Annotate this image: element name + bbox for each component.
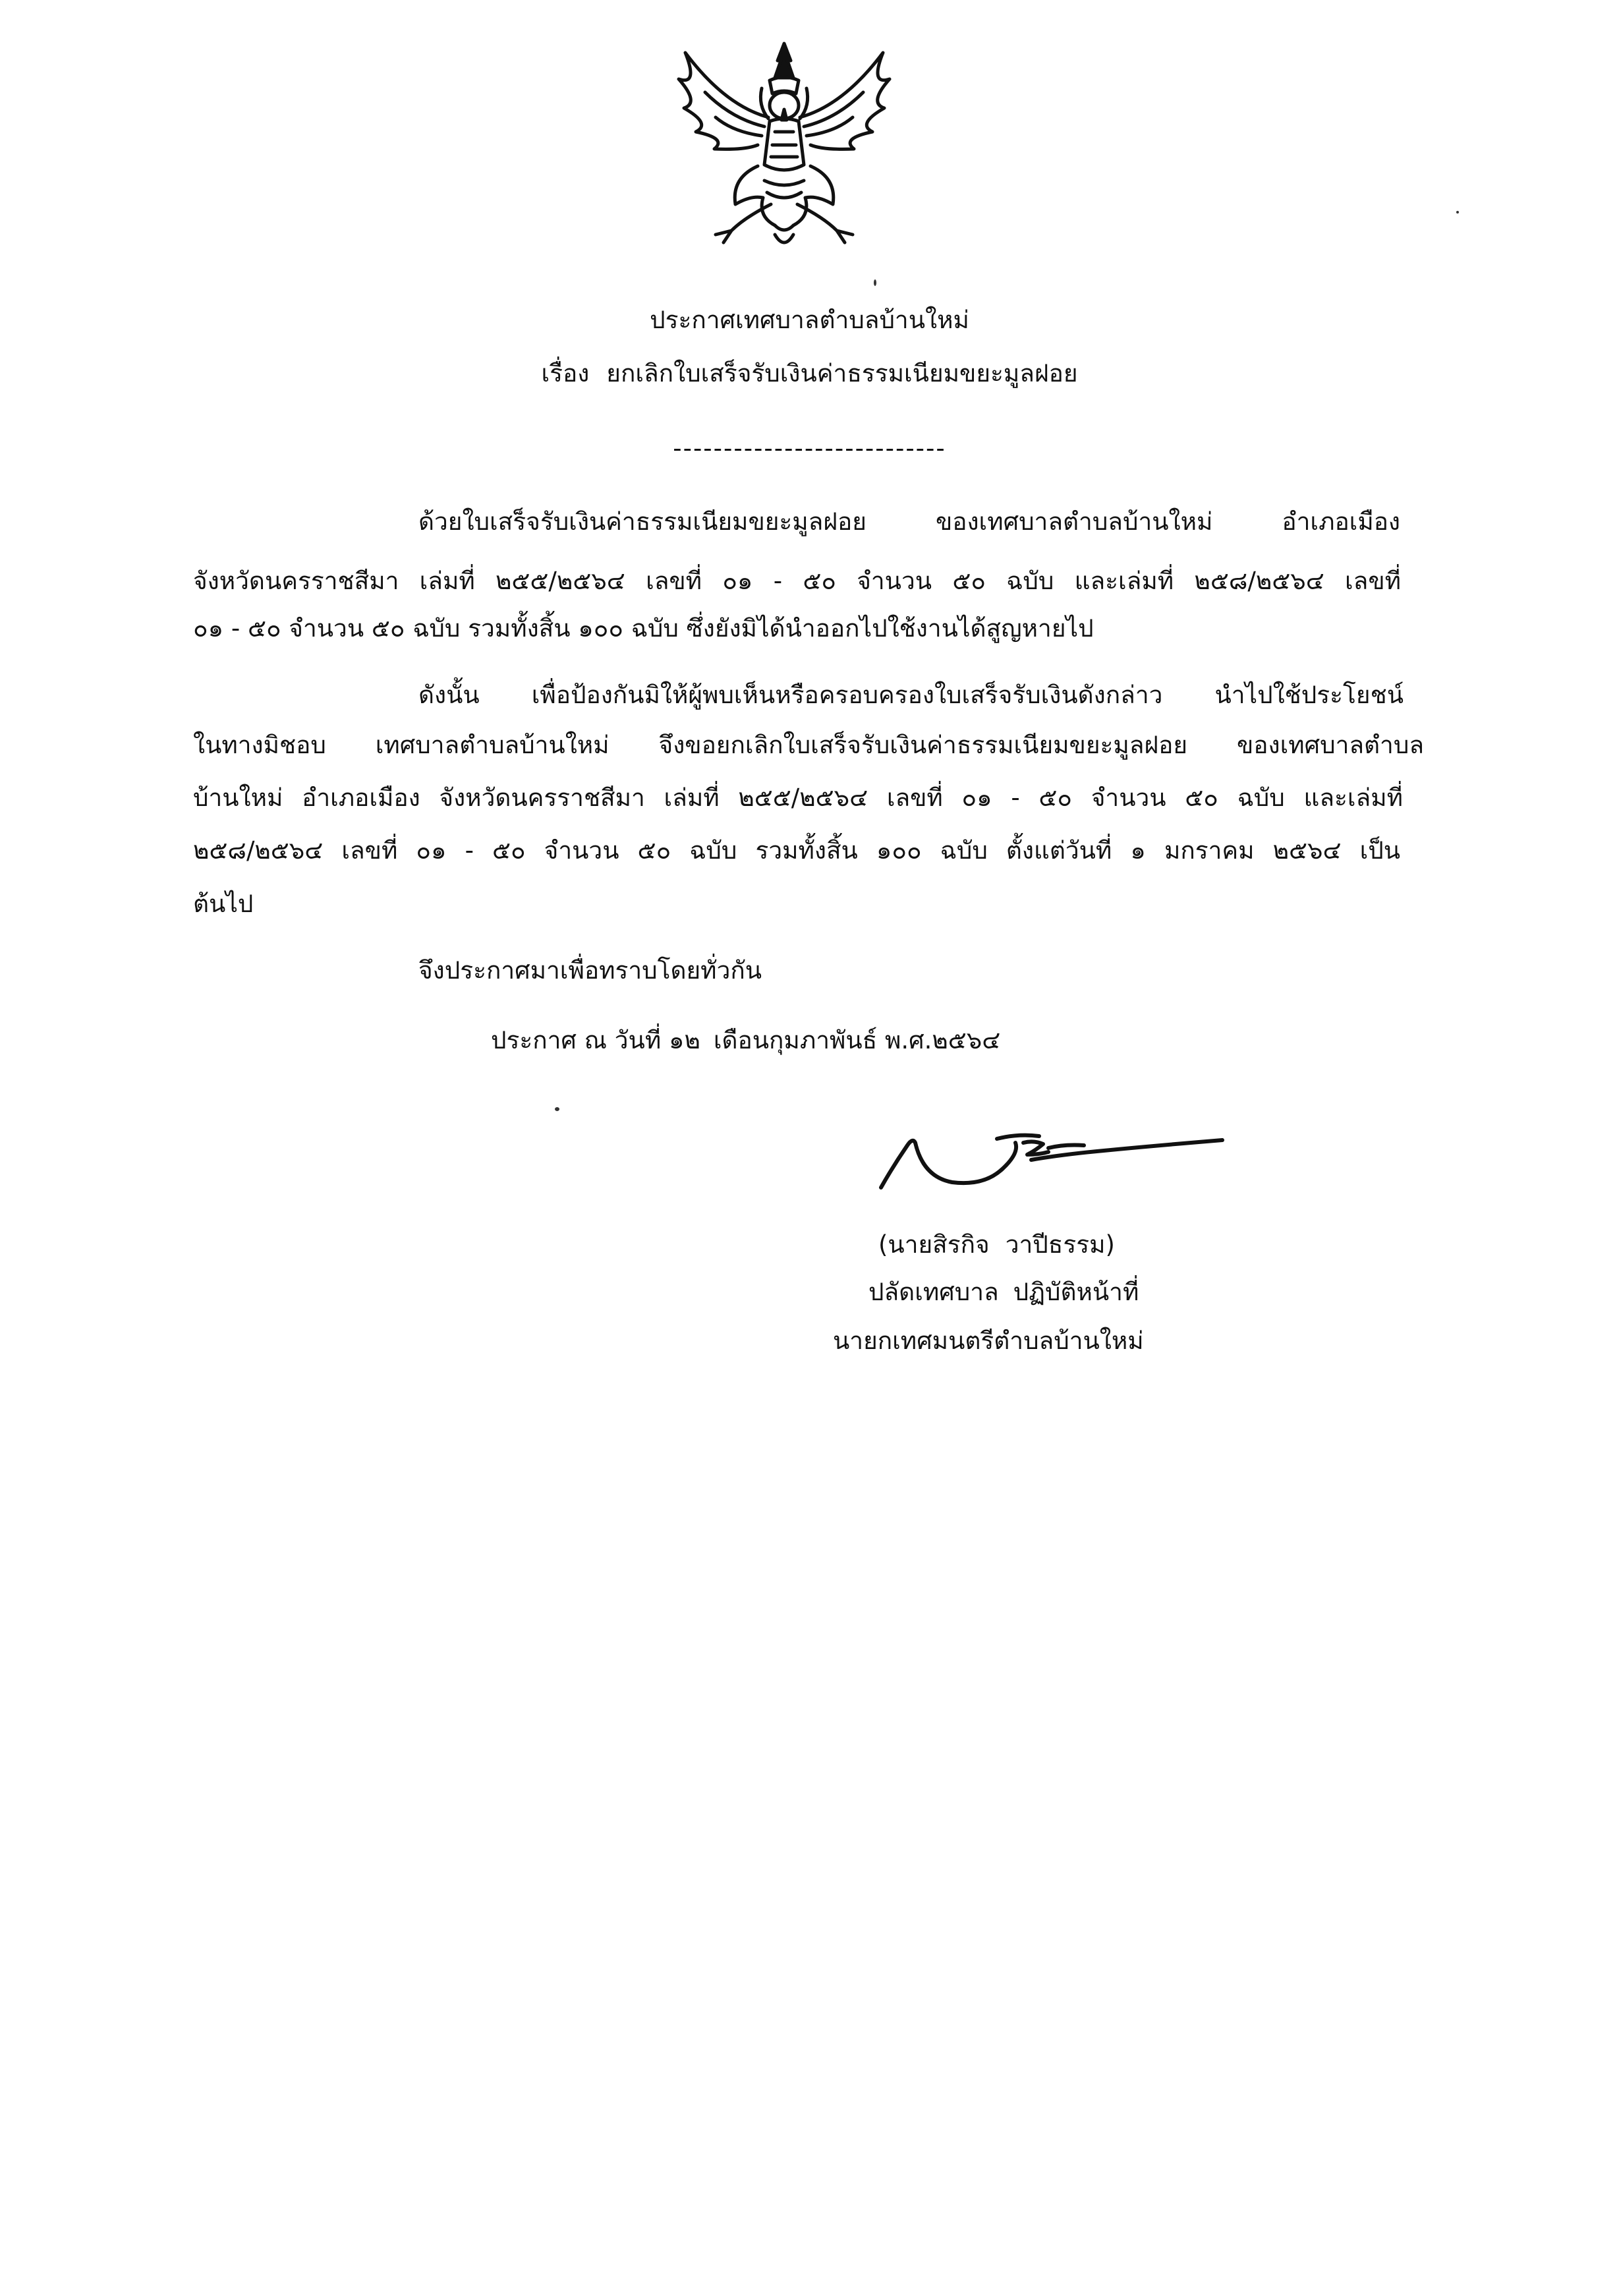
paragraph-2-line-1: ดังนั้น เพื่อป้องกันมิให้ผู้พบเห็นหรือครอบครองใบเสร็จรับเงินดังกล่าว นำไปใช้ประโยชน์	[418, 681, 1404, 709]
paragraph-1-line-3: ๐๑ - ๕๐ จำนวน ๕๐ ฉบับ รวมทั้งสิ้น ๑๐๐ ฉบับ ซึ่งยังมิได้นำออกไปใช้งานได้สูญหายไป	[193, 614, 1094, 643]
garuda-emblem-icon	[659, 40, 909, 257]
signatory-title: นายกเทศมนตรีตำบลบ้านใหม่	[833, 1327, 1144, 1355]
paragraph-2-line-2: ในทางมิชอบ เทศบาลตำบลบ้านใหม่ จึงขอยกเลิกใบเสร็จรับเงินค่าธรรมเนียมขยะมูลฝอย ของเทศบาลตำบล	[193, 731, 1424, 759]
paragraph-2-line-4: ๒๕๘/๒๕๖๔ เลขที่ ๐๑ - ๕๐ จำนวน ๕๐ ฉบับ รวมทั้งสิ้น ๑๐๐ ฉบับ ตั้งแต่วันที่ ๑ มกราคม ๒๕๖๔ เป็น	[193, 836, 1400, 865]
subject-text: ยกเลิกใบเสร็จรับเงินค่าธรรมเนียมขยะมูลฝอย	[606, 359, 1078, 387]
signatory-last-name: วาปีธรรม)	[1005, 1230, 1115, 1259]
subject-line	[0, 358, 1619, 389]
date-day: ประกาศ ณ วันที่ ๑๒	[491, 1026, 700, 1054]
date-month-year: เดือนกุมภาพันธ์ พ.ศ.๒๕๖๔	[713, 1026, 1001, 1054]
subject-label: เรื่อง	[541, 359, 590, 387]
page-title: ประกาศเทศบาลตำบลบ้านใหม่	[650, 306, 969, 334]
divider-line: ---------------------------	[673, 434, 946, 463]
signatory-first-name: (นายสิรกิจ	[878, 1230, 990, 1259]
scan-speck	[874, 279, 876, 286]
scan-speck	[555, 1107, 559, 1111]
signatory-position	[868, 1277, 1139, 1308]
closing-statement: จึงประกาศมาเพื่อทราบโดยทั่วกัน	[418, 956, 762, 985]
paragraph-2-line-5: ต้นไป	[193, 890, 254, 918]
paragraph-2-line-3: บ้านใหม่ อำเภอเมือง จังหวัดนครราชสีมา เล่มที่ ๒๕๕/๒๕๖๔ เลขที่ ๐๑ - ๕๐ จำนวน ๕๐ ฉบับ และเล่มที่	[193, 784, 1403, 812]
signatory-position-main: ปลัดเทศบาล	[868, 1278, 999, 1306]
paragraph-1-line-2: จังหวัดนครราชสีมา เล่มที่ ๒๕๕/๒๕๖๔ เลขที่ ๐๑ - ๕๐ จำนวน ๕๐ ฉบับ และเล่มที่ ๒๕๘/๒๕๖๔ เลขที่	[193, 567, 1401, 595]
handwritten-signature-icon	[866, 1114, 1236, 1206]
scan-speck	[1456, 211, 1459, 214]
signatory-position-acting: ปฏิบัติหน้าที่	[1013, 1278, 1139, 1306]
paragraph-1-line-1: ด้วยใบเสร็จรับเงินค่าธรรมเนียมขยะมูลฝอย ของเทศบาลตำบลบ้านใหม่ อำเภอเมือง	[418, 507, 1400, 536]
announcement-date	[491, 1025, 1013, 1056]
signatory-name	[878, 1229, 1115, 1261]
